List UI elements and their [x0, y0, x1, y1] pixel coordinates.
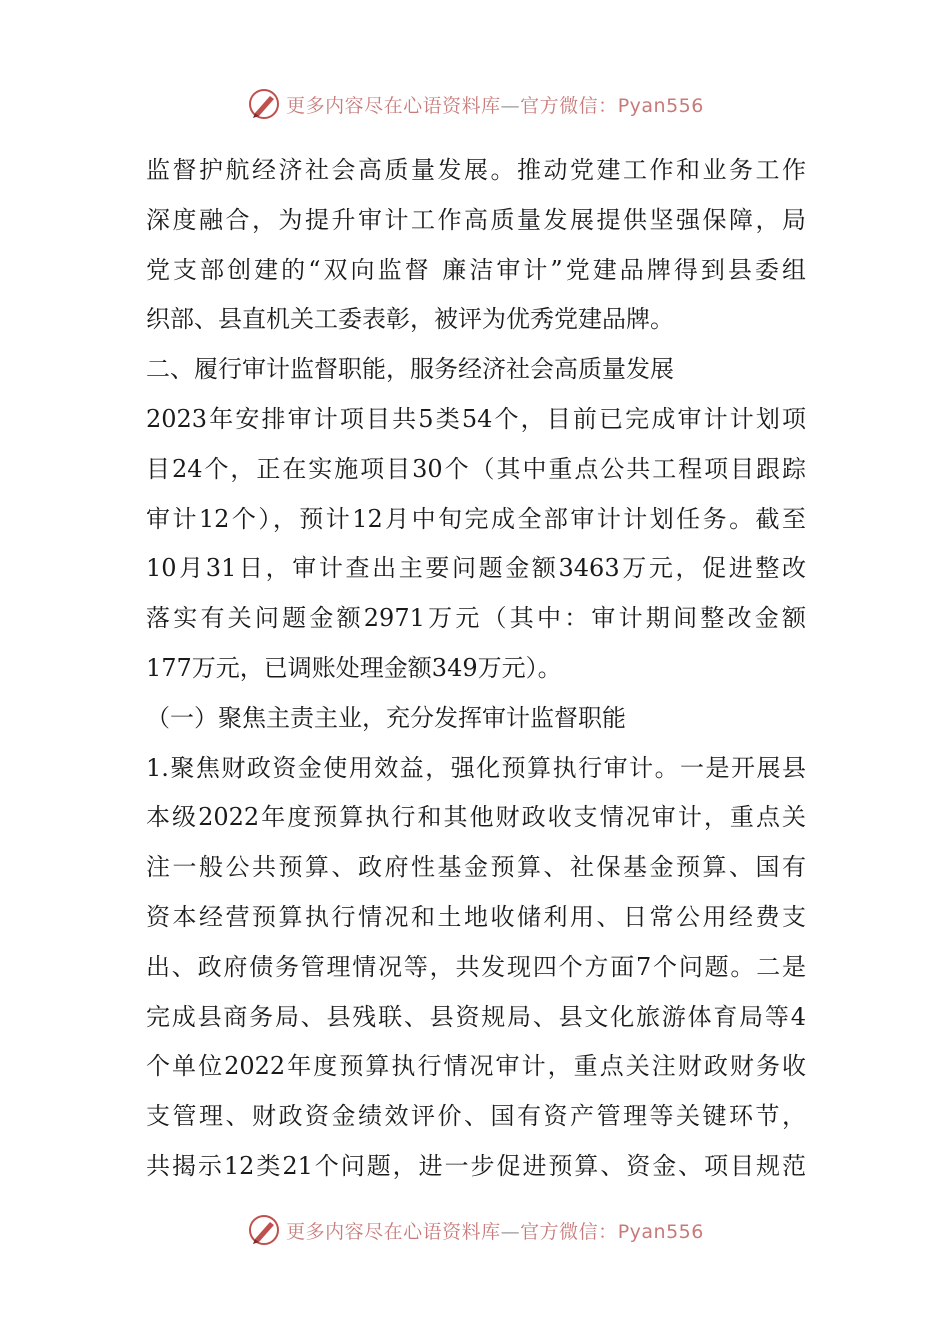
paragraph-line: 织部、县直机关工委表彰，被评为优秀党建品牌。 — [146, 305, 674, 334]
paragraph-line: 本级2022年度预算执行和其他财政收支情况审计，重点关 — [146, 803, 806, 832]
paragraph-line: 党支部创建的“双向监督 廉洁审计”党建品牌得到县委组 — [146, 255, 806, 284]
watermark-header — [0, 84, 950, 124]
paragraph-line: 2023年安排审计项目共5类54个，目前已完成审计计划项 — [146, 404, 806, 433]
paragraph-line: 1.聚焦财政资金使用效益，强化预算执行审计。一是开展县 — [146, 753, 806, 782]
paragraph-line: 177万元，已调账处理金额349万元）。 — [146, 653, 562, 682]
watermark-wechat-id: Pyan556 — [617, 94, 704, 117]
paragraph-line: 注一般公共预算、政府性基金预算、社保基金预算、国有 — [146, 853, 806, 882]
watermark-suffix: 官方微信： — [520, 94, 618, 117]
paragraph-line: 10月31日，审计查出主要问题金额3463万元，促进整改 — [146, 554, 806, 583]
paragraph-line: 审计12个），预计12月中旬完成全部审计计划任务。截至 — [146, 504, 806, 533]
watermark-separator: — — [500, 1220, 521, 1243]
paragraph-line: 完成县商务局、县残联、县资规局、县文化旅游体育局等4 — [146, 1002, 806, 1031]
paragraph-line: 资本经营预算执行情况和土地收储利用、日常公用经费支 — [146, 902, 806, 931]
paragraph-line: 落实有关问题金额2971万元（其中：审计期间整改金额 — [146, 604, 806, 633]
subsection-heading: （一）聚焦主责主业，充分发挥审计监督职能 — [146, 703, 626, 732]
watermark-main: 更多内容尽在心语资料库 — [286, 94, 501, 117]
paragraph-line: 深度融合，为提升审计工作高质量发展提供坚强保障，局 — [146, 205, 806, 234]
watermark-text — [286, 1217, 704, 1244]
section-heading: 二、履行审计监督职能，服务经济社会高质量发展 — [146, 355, 674, 384]
watermark-text — [286, 91, 704, 118]
watermark-footer — [0, 1210, 950, 1250]
pen-logo-icon — [246, 86, 282, 122]
paragraph-line: 出、政府债务管理情况等，共发现四个方面7个问题。二是 — [146, 952, 806, 981]
watermark-main: 更多内容尽在心语资料库 — [286, 1220, 501, 1243]
watermark-suffix: 官方微信： — [520, 1220, 618, 1243]
paragraph-line: 个单位2022年度预算执行情况审计，重点关注财政财务收 — [146, 1052, 806, 1081]
paragraph-line: 目24个，正在实施项目30个（其中重点公共工程项目跟踪 — [146, 454, 806, 483]
watermark-separator: — — [500, 94, 521, 117]
watermark-wechat-id: Pyan556 — [617, 1220, 704, 1243]
document-body — [146, 146, 806, 1192]
pen-logo-icon — [246, 1212, 282, 1248]
paragraph-line: 支管理、财政资金绩效评价、国有资产管理等关键环节， — [146, 1102, 806, 1131]
paragraph-line: 共揭示12类21个问题，进一步促进预算、资金、项目规范 — [146, 1151, 806, 1180]
paragraph-line: 监督护航经济社会高质量发展。推动党建工作和业务工作 — [146, 156, 806, 184]
